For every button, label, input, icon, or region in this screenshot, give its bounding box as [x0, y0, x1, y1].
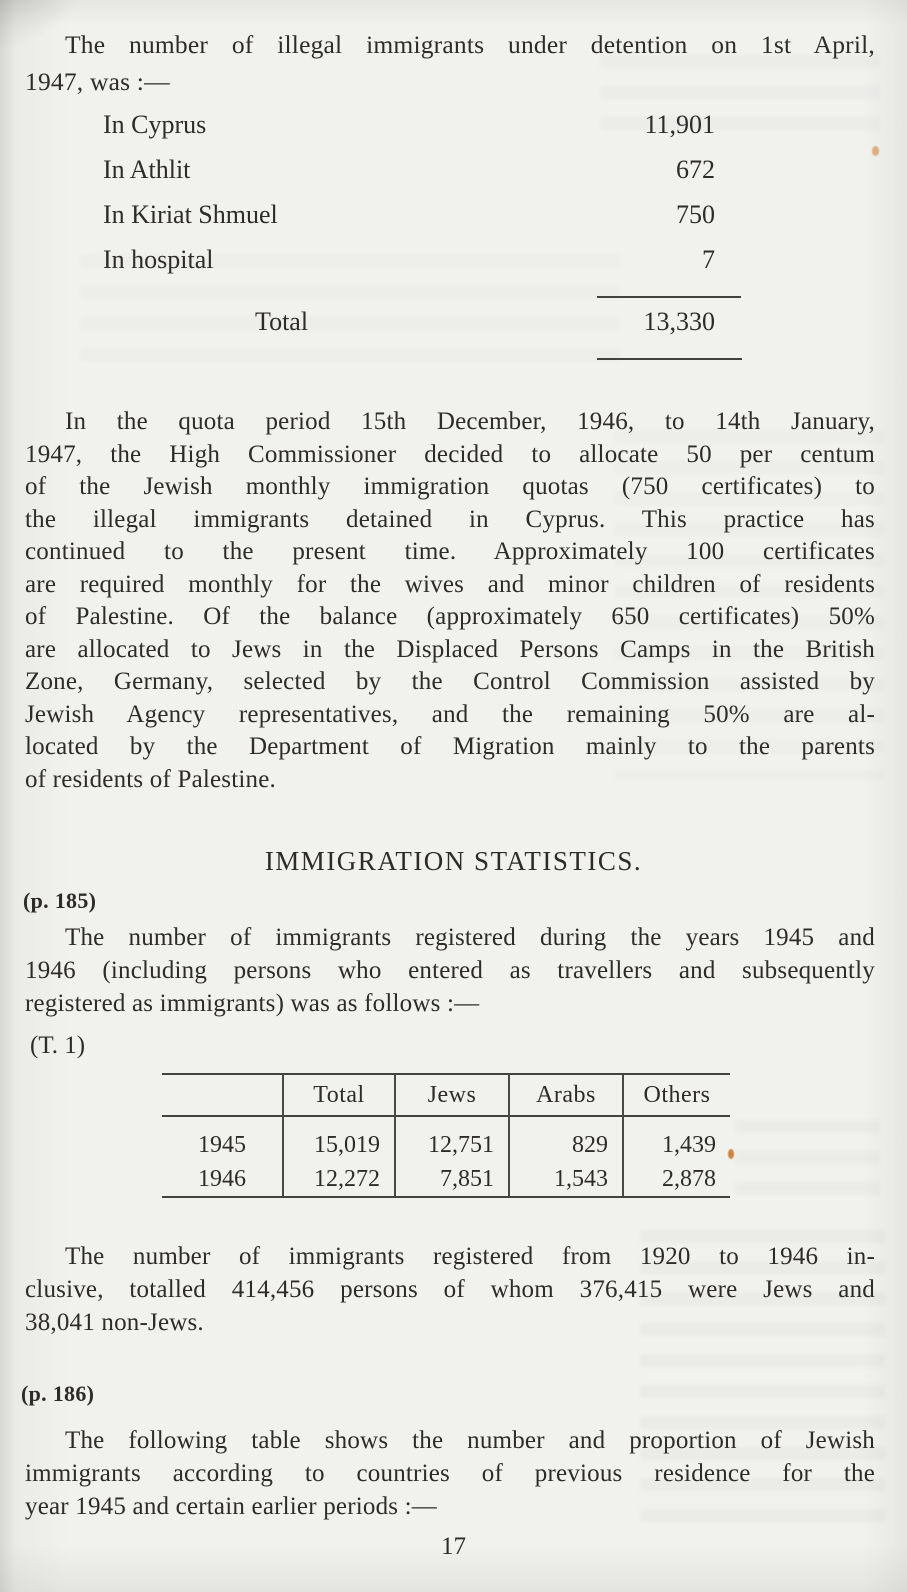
paragraph-line: Jewish Agency representatives, and the remaining 50% are al- [25, 700, 875, 728]
bleed-through-artifact [735, 1120, 880, 1205]
table-header-jews: Jews [396, 1075, 508, 1117]
detention-list [103, 110, 715, 290]
detention-value: 672 [676, 155, 715, 184]
paragraph-line: located by the Department of Migration mainly to the parents [25, 733, 875, 760]
paragraph-line: continued to the present time. Approximately 100 certificates [25, 538, 875, 565]
paragraph-line: are required monthly for the wives and minor children of residents [25, 570, 875, 598]
ink-speck [872, 146, 879, 156]
detention-total-row [255, 307, 715, 337]
paragraph-line: 1947, was :— [25, 66, 170, 96]
total-rule-bottom [597, 358, 742, 360]
value-cell: 829 [572, 1132, 608, 1158]
detention-label: In Athlit [103, 155, 191, 184]
table-column-others [622, 1075, 730, 1196]
table-column-arabs [508, 1075, 622, 1196]
intro-paragraph [25, 27, 875, 100]
value-cell: 15,019 [314, 1132, 380, 1158]
paragraph-line: immigrants according to countries of previous residence for the [25, 1460, 875, 1487]
table-header-blank [162, 1075, 282, 1117]
paragraph-line: Zone, Germany, selected by the Control Commission assisted by [25, 668, 875, 695]
paragraph-line: the illegal immigrants detained in Cyprus. This practice has [25, 505, 875, 533]
immigration-table [162, 1073, 730, 1198]
table-column-total [282, 1075, 394, 1196]
detention-row [103, 110, 715, 155]
year-cell: 1946 [198, 1166, 246, 1192]
table-header-total: Total [284, 1075, 394, 1117]
value-cell: 1,543 [554, 1166, 608, 1192]
value-cell: 1,439 [662, 1132, 716, 1158]
paragraph-line: of Palestine. Of the balance (approximately 650 certificates) 50% [25, 603, 875, 630]
page-number: 17 [441, 1533, 466, 1560]
detention-row [103, 155, 715, 200]
value-cell: 12,272 [314, 1166, 380, 1192]
paragraph-line: 38,041 non-Jews. [25, 1309, 204, 1336]
detention-label: In Kiriat Shmuel [103, 200, 278, 229]
paragraph-line: clusive, totalled 414,456 persons of whom 376,415 were Jews and [25, 1276, 875, 1303]
paragraph-line: 1946 (including persons who entered as travellers and subsequently [25, 957, 875, 984]
page-ref-185: (p. 185) [23, 888, 97, 913]
detention-value: 750 [676, 200, 715, 229]
section-heading: IMMIGRATION STATISTICS. [264, 846, 643, 876]
registered-paragraph [25, 921, 875, 1020]
paragraph-line: registered as immigrants) was as follows :— [25, 990, 480, 1017]
paragraph-line: 1947, the High Commissioner decided to allocate 50 per centum [25, 440, 875, 468]
detention-label: In hospital [103, 245, 214, 274]
paragraph-line: The following table shows the number and proportion of Jewish [65, 1427, 875, 1454]
quota-paragraph [25, 406, 875, 796]
table-column-year [162, 1075, 282, 1196]
paragraph-line: The number of immigrants registered during the years 1945 and [65, 924, 875, 951]
total-value: 13,330 [643, 307, 715, 336]
page-ref-186: (p. 186) [21, 1381, 95, 1406]
following-paragraph [25, 1424, 875, 1523]
paragraph-line: are allocated to Jews in the Displaced Persons Camps in the British [25, 635, 875, 663]
total-label: Total [255, 307, 309, 336]
paragraph-line: The number of illegal immigrants under detention on 1st April, [65, 30, 875, 59]
paragraph-line: of residents of Palestine. [25, 765, 276, 793]
table-header-arabs: Arabs [510, 1075, 622, 1117]
detention-value: 11,901 [644, 110, 715, 139]
cumulative-paragraph [25, 1240, 875, 1339]
year-cell: 1945 [198, 1132, 246, 1158]
paragraph-line: of the Jewish monthly immigration quotas (750 certificates) to [25, 473, 875, 500]
detention-row [103, 245, 715, 290]
value-cell: 2,878 [662, 1166, 716, 1192]
value-cell: 7,851 [440, 1166, 494, 1192]
table-header-others: Others [624, 1075, 730, 1117]
paragraph-line: The number of immigrants registered from 1920 to 1946 in- [65, 1243, 875, 1270]
value-cell: 12,751 [428, 1132, 494, 1158]
total-rule-top [597, 296, 741, 298]
detention-row [103, 200, 715, 245]
table-ref: (T. 1) [30, 1032, 86, 1059]
paragraph-line: In the quota period 15th December, 1946, to 14th January, [65, 408, 875, 435]
detention-label: In Cyprus [103, 110, 207, 139]
table-column-jews [394, 1075, 508, 1196]
detention-value: 7 [702, 245, 715, 274]
paragraph-line: year 1945 and certain earlier periods :— [25, 1493, 437, 1520]
